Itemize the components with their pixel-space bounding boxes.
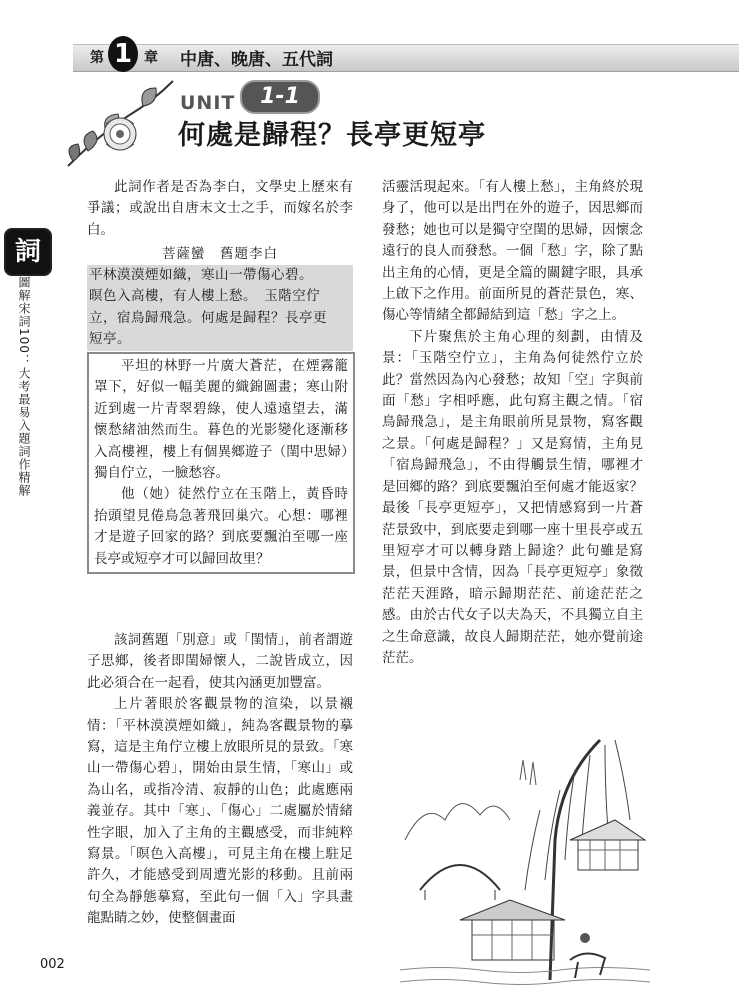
- intro-block: [87, 177, 353, 241]
- unit-number: 1-1: [240, 80, 320, 114]
- page-number: 002: [40, 957, 65, 972]
- poem-line: 短亭。: [89, 331, 131, 348]
- translation-paragraph: 他（她）徒然佇立在玉階上，黃昏時抬頭望見倦鳥急著飛回巢穴。心想：哪裡才是遊子回家的路？到底要飄泊至哪一座長亭或短亭才可以歸回故里？: [94, 486, 348, 567]
- poem-block: [87, 244, 353, 351]
- intro-paragraph: 此詞作者是否為李白，文學史上歷來有爭議；或說出自唐末文士之手，而嫁名於李白。: [87, 179, 353, 238]
- chapter-prefix: 第: [90, 50, 104, 66]
- analysis-paragraph: 上片著眼於客觀景物的渲染，以景襯情：「平林漠漠煙如織」，純為客觀景物的摹寫，這是主角佇立樓上放眼所見的景致。「寒山一帶傷心碧」，開始由景生情，「寒山」或為山名，或指冷清、寂靜的山色；此處應兩義並存。其中「寒」、「傷心」二處屬於情緒性字眼，加入了主角的主觀感受，而非純粹寫景。「暝色入高樓」，可見主角在樓上駐足許久，才能感受到周遭光影的移動。且前兩句全為靜態摹寫，至此句一個「入」字具畫龍點睛之妙，使整個畫面: [87, 696, 353, 927]
- poem-line: 平林漠漠煙如織，寒山一帶傷心碧。: [89, 267, 313, 283]
- lesson-title: 何處是歸程？長亭更短亭: [178, 120, 486, 151]
- translation-box: [87, 352, 355, 574]
- chapter-header-bar: [73, 44, 739, 72]
- poem-line: 暝色入高樓，有人樓上愁。 玉階空佇: [89, 288, 321, 305]
- header-left-gap: [0, 44, 73, 70]
- chapter-number-badge: 1: [108, 36, 138, 72]
- analysis-paragraph: 活靈活現起來。「有人樓上愁」，主角終於現身了，他可以是出門在外的遊子，因思鄉而發愁；她也可以是獨守空閨的思婦，因懷念遠行的良人而發愁。一個「愁」字，除了點出主角的心情，更是全篇的關鍵字眼，具承上啟下之作用。前面所見的蒼茫景色，寒、傷心等情緒全都歸結到這「愁」字之上。: [382, 179, 643, 324]
- translation-paragraph: 平坦的林野一片廣大蒼茫，在煙霧籠罩下，好似一幅美麗的織錦圖畫；寒山附近到處一片青翠碧綠，使人遠遠望去，滿懷愁緒油然而生。暮色的光影變化逐漸移入高樓裡，樓上有個異鄉遊子（閨中思婦）獨自佇立，一臉愁容。: [94, 358, 348, 482]
- landscape-pavilion-illustration: [400, 720, 650, 990]
- analysis-paragraph: 下片聚焦於主角心理的刻劃，由情及景：「玉階空佇立」，主角為何徒然佇立於此？當然因為內心發愁；故知「空」字與前面「愁」字相呼應，此句寫主觀之情。「宿鳥歸飛急」，是主角眼前所見景物，寫客觀之景。「何處是歸程？」又是寫情，主角見「宿鳥歸飛急」，不由得觸景生情，哪裡才是回鄉的路？到底要飄泊至何處才能返家？最後「長亭更短亭」，又把情感寫到一片蒼茫景致中，到底要走到哪一座十里長亭或五里短亭才可以轉身踏上歸途？此句雖是寫景，但景中含情，因為「長亭更短亭」象徵茫茫天涯路，暗示歸期茫茫、前途茫茫之感。由於古代女子以夫為天，不具獨立自主之生命意識，故良人歸期茫茫，她亦覺前途茫茫。: [382, 328, 643, 666]
- book-logo: 詞: [4, 228, 52, 276]
- analysis-left-column: [87, 630, 353, 930]
- poem-line: 立，宿鳥歸飛急。何處是歸程？長亭更: [89, 309, 327, 326]
- chapter-suffix: 章: [144, 50, 158, 66]
- unit-label: UNIT: [180, 92, 236, 114]
- analysis-paragraph: 該詞舊題「別意」或「閨情」，前者謂遊子思鄉，後者即閨婦懷人，二說皆成立，因此必須合在一起看，使其內涵更加豐富。: [87, 632, 353, 691]
- book-title-vertical: 圖解宋詞100：大考最易入題詞作精解: [17, 276, 31, 497]
- chapter-title: 中唐、晚唐、五代詞: [180, 50, 333, 70]
- poem-body: [87, 265, 353, 351]
- camellia-flower-illustration: [58, 76, 178, 176]
- poem-title: 菩薩蠻 舊題李白: [162, 246, 278, 262]
- analysis-right-column: [382, 177, 643, 669]
